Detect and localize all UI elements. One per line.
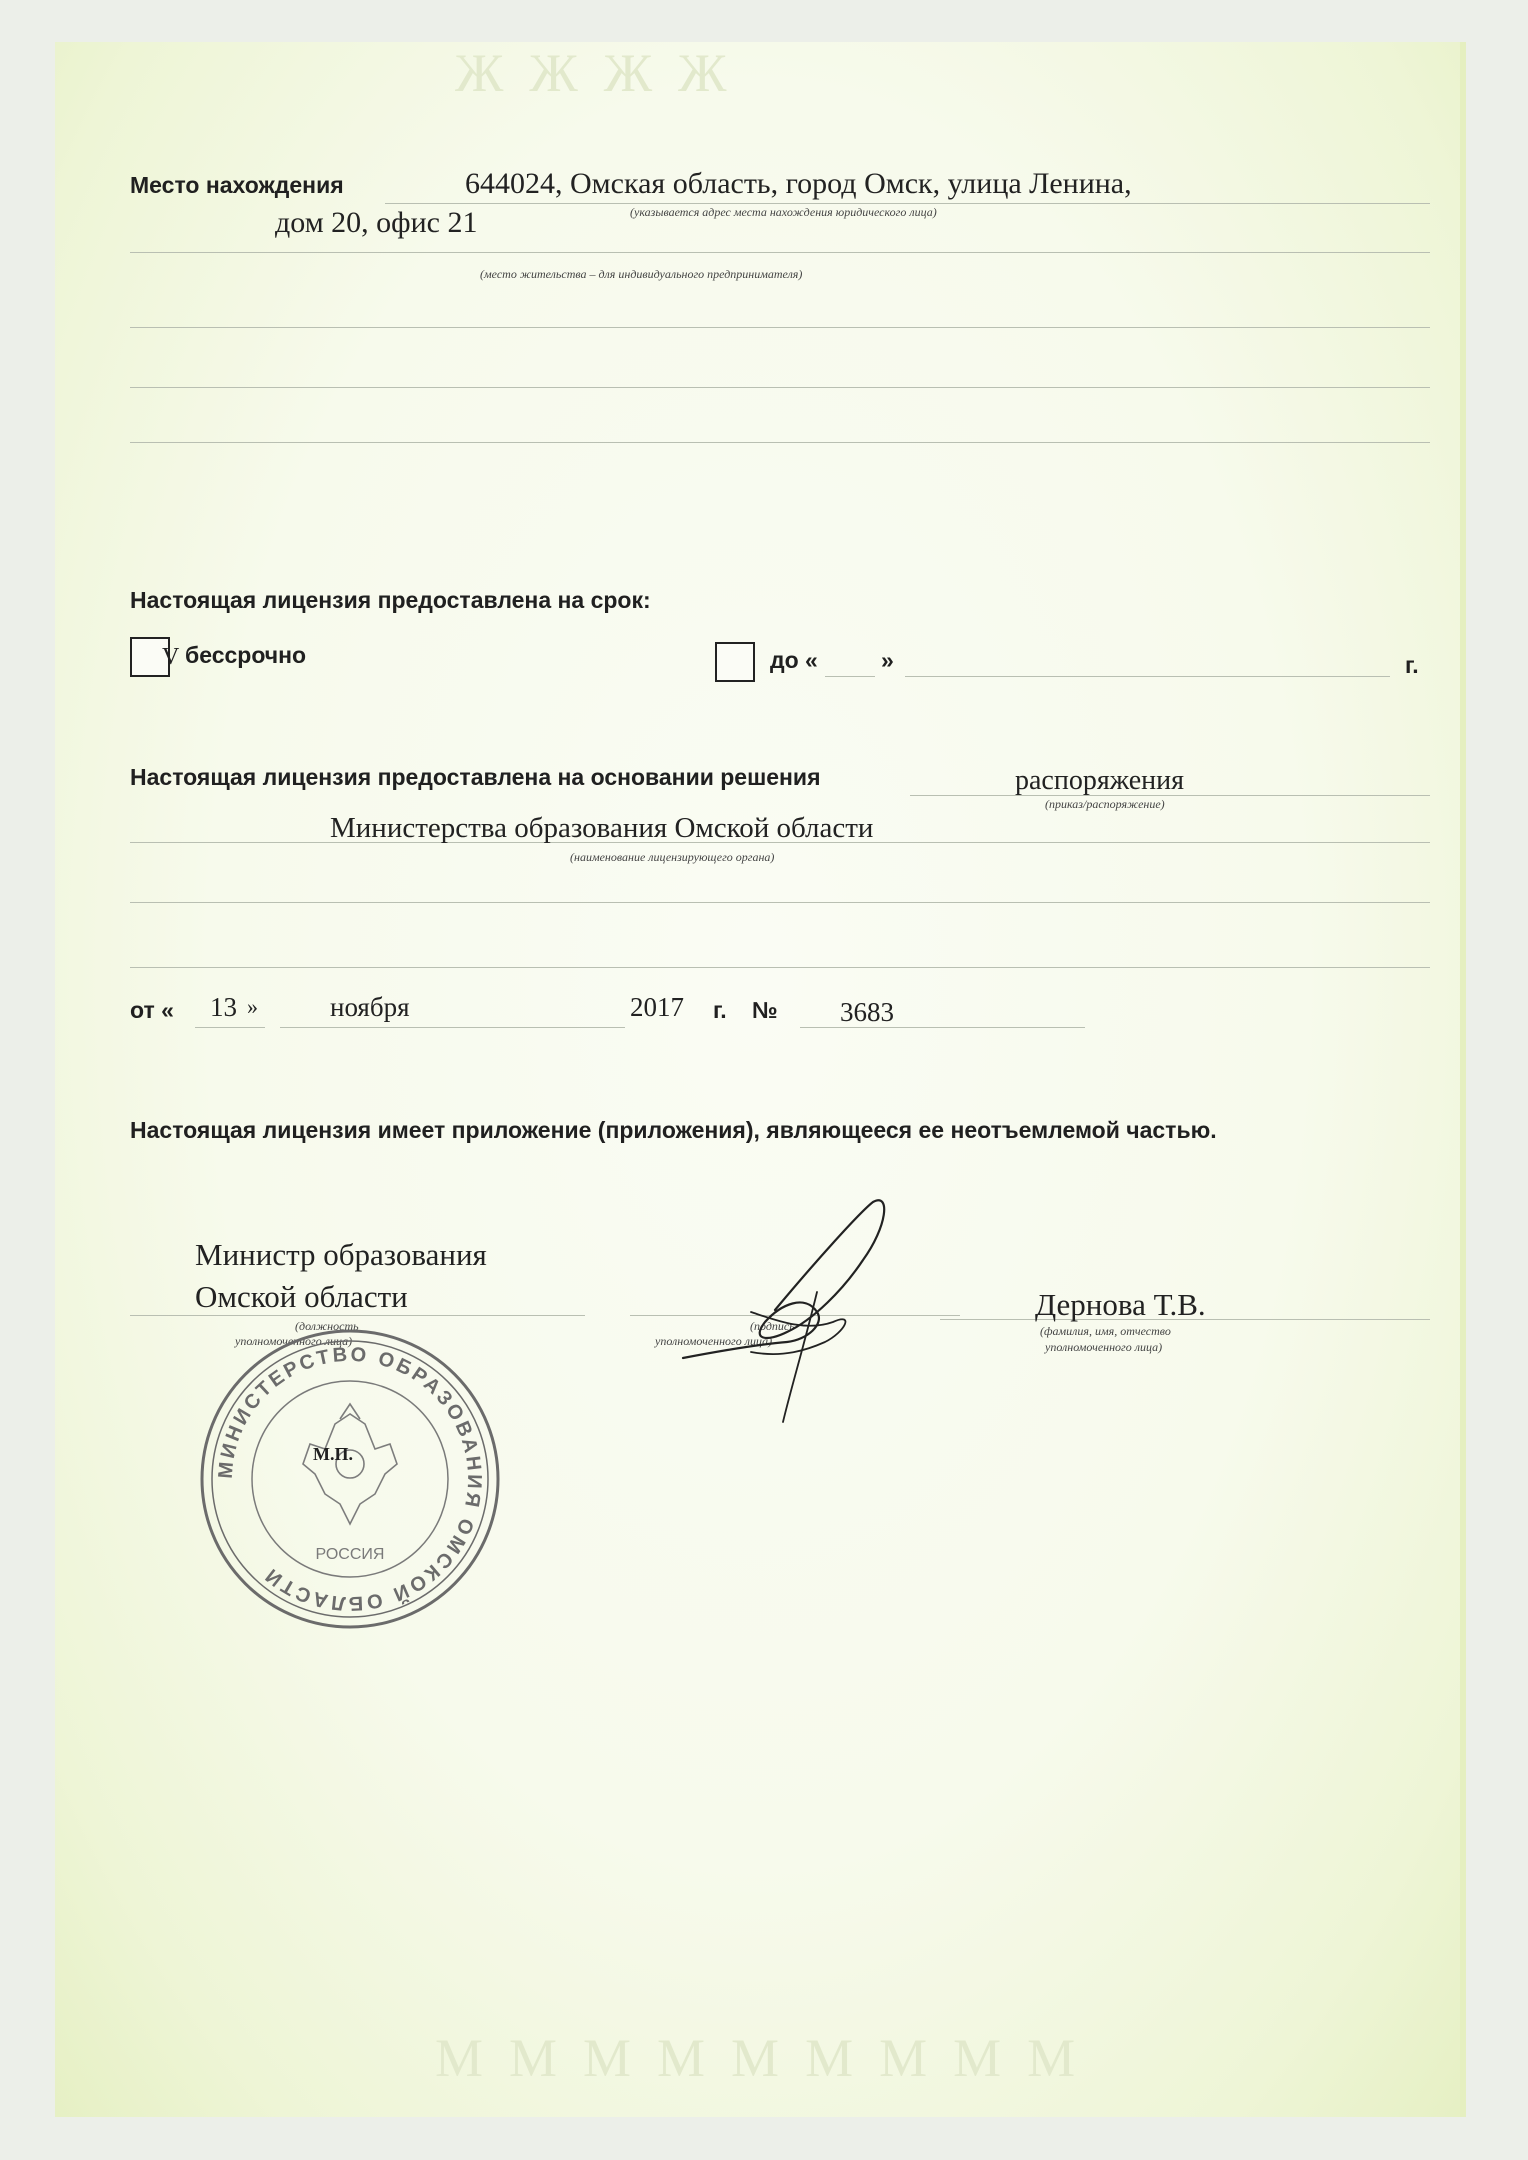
date-year: 2017 [630,992,684,1022]
location-label: Место нахождения [130,172,344,198]
address-line-2: дом 20, офис 21 [275,206,478,239]
license-number: 3683 [840,997,894,1027]
hint-individual-address: (место жительства – для индивидуального предпринимателя) [480,267,803,281]
bottom-watermark-pattern: МММММММММ [435,2028,1102,2088]
signatory-position-1: Министр образования [195,1237,487,1272]
number-label: № [752,997,778,1023]
stamp-place-label: М.П. [313,1444,353,1464]
signatory-name: Дернова Т.В. [1035,1287,1206,1322]
official-stamp [195,1324,505,1634]
decision-type: распоряжения [1015,765,1184,796]
hint-name-2: уполномоченного лица) [1045,1340,1163,1354]
until-date-rule [905,676,1390,677]
hint-name-1: (фамилия, имя, отчество [1040,1324,1171,1338]
until-year-suffix: г. [1405,652,1419,678]
until-checkbox [715,642,755,682]
until-day-rule [825,676,875,677]
handwritten-signature [655,1172,915,1432]
signatory-position-2: Омской области [195,1279,408,1314]
blank-rule-2 [130,387,1430,388]
position-rule [130,1315,585,1316]
basis-blank-rule-1 [130,902,1430,903]
term-heading: Настоящая лицензия предоставлена на срок: [130,587,651,613]
hint-position-2: уполномоченного лица) [235,1334,353,1348]
until-close-quote: » [881,647,894,673]
basis-heading: Настоящая лицензия предоставлена на основании решения [130,764,821,790]
licensing-authority: Министерства образования Омской области [330,812,874,844]
appendix-note: Настоящая лицензия имеет приложение (приложения), являющееся ее неотъемлемой частью. [130,1117,1217,1143]
until-label: до « [770,647,818,673]
hint-legal-address: (указывается адрес места нахождения юридического лица) [630,205,937,219]
stamp-center-text: РОССИЯ [315,1546,385,1563]
address-rule-1 [385,203,1430,204]
blank-rule-3 [130,442,1430,443]
blank-rule-1 [130,327,1430,328]
checkmark-v: V [162,644,180,670]
basis-blank-rule-2 [130,967,1430,968]
svg-text:МИНИСТЕРСТВО ОБРАЗОВАНИЯ ОМСКО [215,1344,486,1615]
license-page [55,42,1466,2117]
date-month: ноября [330,992,410,1022]
address-line-1: 644024, Омская область, город Омск, улица Ленина, [465,167,1132,200]
hint-position-1: (должность [295,1319,359,1333]
address-rule-2 [130,252,1430,253]
hint-signature-2: уполномоченного лица) [655,1334,773,1348]
date-day-close-quote: » [247,994,258,1019]
date-day: 13 [210,992,237,1022]
hint-signature-1: (подпись [750,1319,795,1333]
month-rule [280,1027,625,1028]
indefinite-label: бессрочно [185,642,307,668]
hint-authority: (наименование лицензирующего органа) [570,850,775,864]
hint-decision-type: (приказ/распоряжение) [1045,797,1165,811]
date-year-suffix: г. [713,997,727,1023]
date-from-label: от « [130,997,174,1023]
stamp-ring-text: МИНИСТЕРСТВО ОБРАЗОВАНИЯ ОМСКОЙ ОБЛАСТИ [214,1343,486,1615]
day-rule [195,1027,265,1028]
top-watermark-pattern: ЖЖЖЖ [455,43,753,103]
